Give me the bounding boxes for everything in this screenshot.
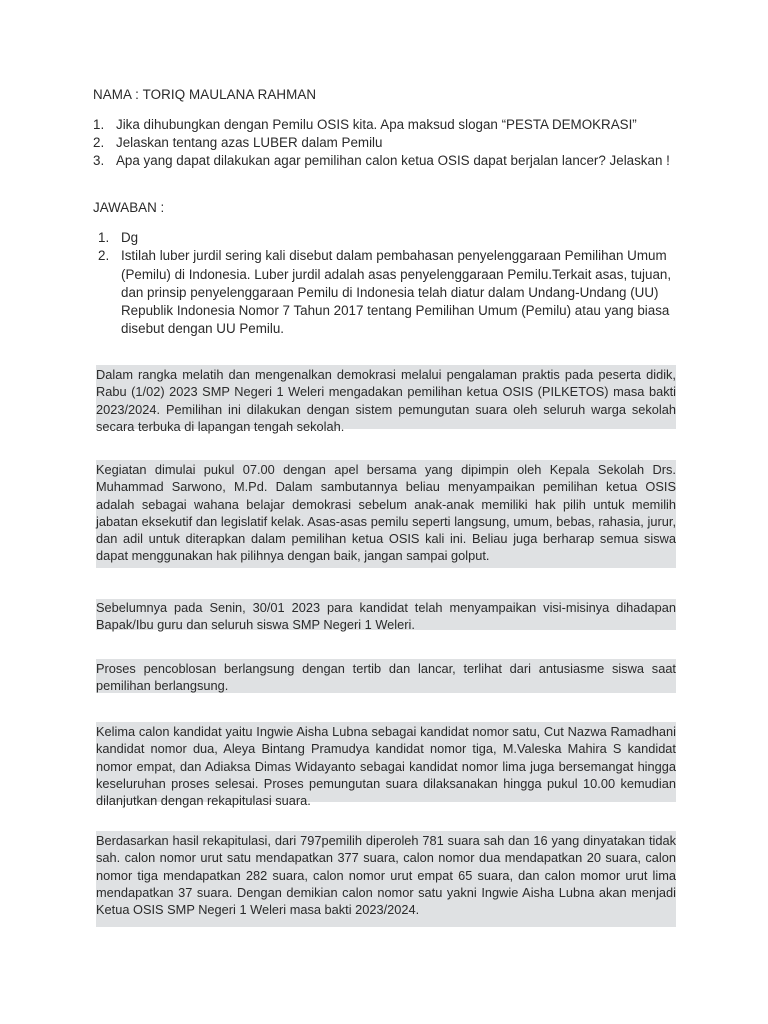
question-text: Apa yang dapat dilakukan agar pemilihan calon ketua OSIS dapat berjalan lancer? Jelaskan !	[116, 153, 670, 169]
news-paragraph: Berdasarkan hasil rekapitulasi, dari 797pemilih diperoleh 781 suara sah dan 16 yang dinyatakan tidak sah. calon nomor urut satu mendapatkan 377 suara, calon nomor dua mendapatkan 20 suara, calon nomor tiga mendapatkan 282 suara, calon nomor urut empat 65 suara, dan calon momor urut lima mendapatkan 37 suara. Dengan demikian calon nomor satu yakni Ingwie Aisha Lubna akan menjadi Ketua OSIS SMP Negeri 1 Weleri masa bakti 2023/2024.	[96, 833, 676, 918]
question-number: 2.	[93, 135, 105, 151]
question-item	[93, 134, 693, 152]
news-paragraph: Proses pencoblosan berlangsung dengan tertib dan lancar, terlihat dari antusiasme siswa saat pemilihan berlangsung.	[96, 661, 676, 694]
news-paragraph: Kelima calon kandidat yaitu Ingwie Aisha Lubna sebagai kandidat nomor satu, Cut Nazwa Ramadhani kandidat nomor dua, Aleya Bintang Pramudya kandidat nomor tiga, M.Valeska Mahira S kandidat nomor empat, dan Adiaksa Dimas Widayanto sebagai kandidat nomor lima juga bersemangat hingga keseluruhan proses selesai. Proses pemungutan suara dilaksanakan hingga pukul 10.00 kemudian dilanjutkan dengan rekapitulasi suara.	[96, 724, 676, 809]
question-list	[93, 116, 693, 171]
answers-heading: JAWABAN :	[93, 200, 165, 215]
answer-number: 1.	[98, 230, 110, 245]
answer-list	[98, 229, 678, 339]
news-paragraph: Kegiatan dimulai pukul 07.00 dengan apel bersama yang dipimpin oleh Kepala Sekolah Drs. Muhammad Sarwono, M.Pd. Dalam sambutannya beliau menyampaikan pemilihan ketua OSIS adalah sebagai wahana belajar demokrasi sebelum anak-anak memiliki hak pilih untuk memilih jabatan eksekutif dan legislatif kelak. Asas-asas pemilu seperti langsung, umum, bebas, rahasia, jurur, dan adil untuk diterapkan dalam pemilihan ketua OSIS kali ini. Beliau juga berharap semua siswa dapat menggunakan hak pilihnya dengan baik, jangan sampai golput.	[96, 462, 676, 564]
question-number: 1.	[93, 117, 105, 132]
answer-item	[98, 229, 678, 247]
answer-number: 2.	[98, 248, 110, 264]
news-paragraph: Sebelumnya pada Senin, 30/01 2023 para kandidat telah menyampaikan visi-misinya dihadapan Bapak/Ibu guru dan seluruh siswa SMP Negeri 1 Weleri.	[96, 600, 676, 633]
answer-item	[98, 247, 678, 338]
news-paragraph: Dalam rangka melatih dan mengenalkan demokrasi melalui pengalaman praktis pada peserta didik, Rabu (1/02) 2023 SMP Negeri 1 Weleri mengadakan pemilihan ketua OSIS (PILKETOS) masa bakti 2023/2024. Pemilihan ini dilakukan dengan sistem pemungutan suara oleh seluruh warga sekolah secara terbuka di lapangan tengah sekolah.	[96, 367, 676, 434]
student-name-line: NAMA : TORIQ MAULANA RAHMAN	[93, 87, 317, 102]
question-text: Jelaskan tentang azas LUBER dalam Pemilu	[116, 135, 383, 151]
answer-text: Istilah luber jurdil sering kali disebut dalam pembahasan penyelenggaraan Pemilihan Umum (Pemilu) di Indonesia. Luber jurdil adalah asas penyelenggaraan Pemilu.Terkait asas, tujuan, dan prinsip penyelenggaraan Pemilu di Indonesia telah diatur dalam Undang-Undang (UU) Republik Indonesia Nomor 7 Tahun 2017 tentang Pemilihan Umum (Pemilu) atau yang biasa disebut dengan UU Pemilu.	[121, 248, 672, 337]
question-item	[93, 152, 693, 170]
question-number: 3.	[93, 153, 105, 169]
question-item	[93, 116, 693, 134]
answer-text: Dg	[121, 230, 139, 245]
question-text: Jika dihubungkan dengan Pemilu OSIS kita. Apa maksud slogan “PESTA DEMOKRASI”	[116, 117, 637, 132]
